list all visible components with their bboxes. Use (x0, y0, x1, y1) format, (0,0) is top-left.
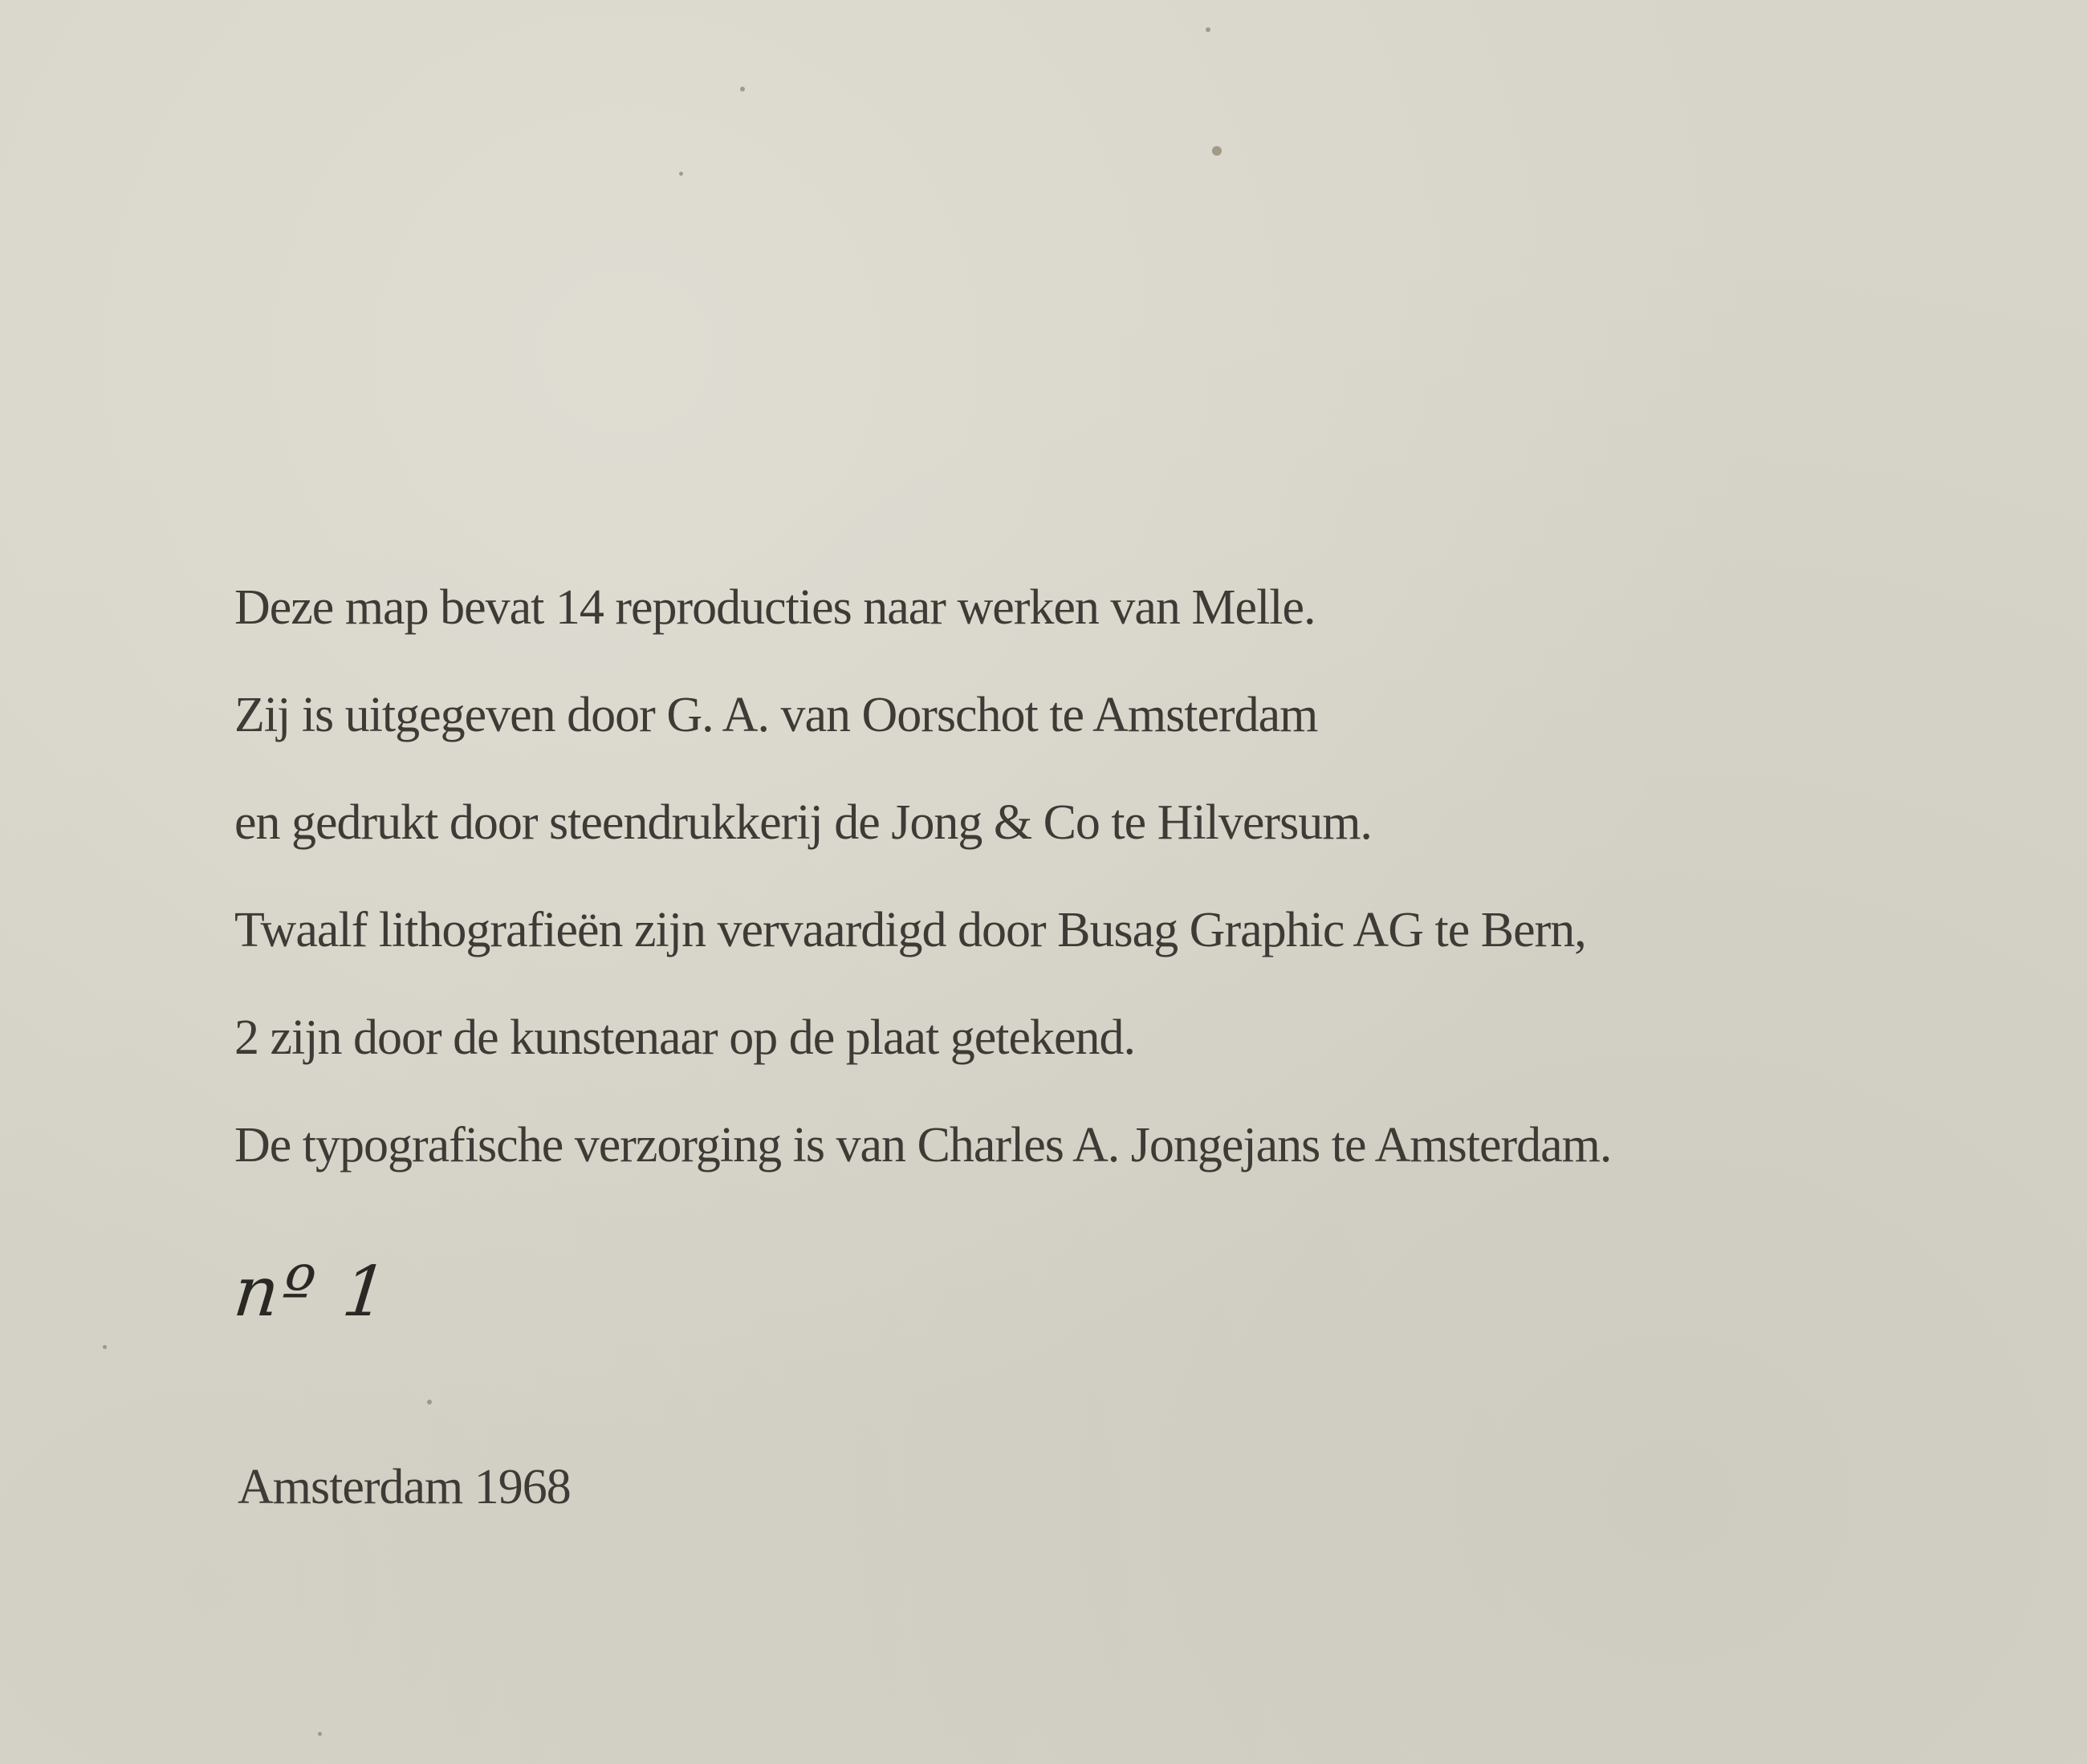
colophon-line: Twaalf lithografieën zijn vervaardigd door Busag Graphic AG te Bern, (234, 903, 1586, 957)
colophon-line: Deze map bevat 14 reproducties naar werken van Melle. (234, 580, 1316, 635)
paper-speck (427, 1400, 432, 1404)
paper-speck (103, 1345, 107, 1349)
paper-speck (740, 87, 745, 91)
colophon-line: en gedrukt door steendrukkerij de Jong & Co te Hilversum. (234, 795, 1372, 850)
colophon-line: De typografische verzorging is van Charles A. Jongejans te Amsterdam. (234, 1118, 1612, 1173)
paper-speck (318, 1732, 322, 1736)
colophon-line: Zij is uitgegeven door G. A. van Oorschot te Amsterdam (234, 688, 1318, 742)
colophon-text (234, 554, 1920, 1199)
edition-number: nº 1 (230, 1252, 395, 1332)
paper-speck (1206, 27, 1210, 32)
paper-speck (1212, 146, 1222, 156)
paper-speck (679, 172, 683, 176)
colophon-line: 2 zijn door de kunstenaar op de plaat getekend. (234, 1010, 1135, 1065)
place-and-date: Amsterdam 1968 (238, 1460, 571, 1514)
